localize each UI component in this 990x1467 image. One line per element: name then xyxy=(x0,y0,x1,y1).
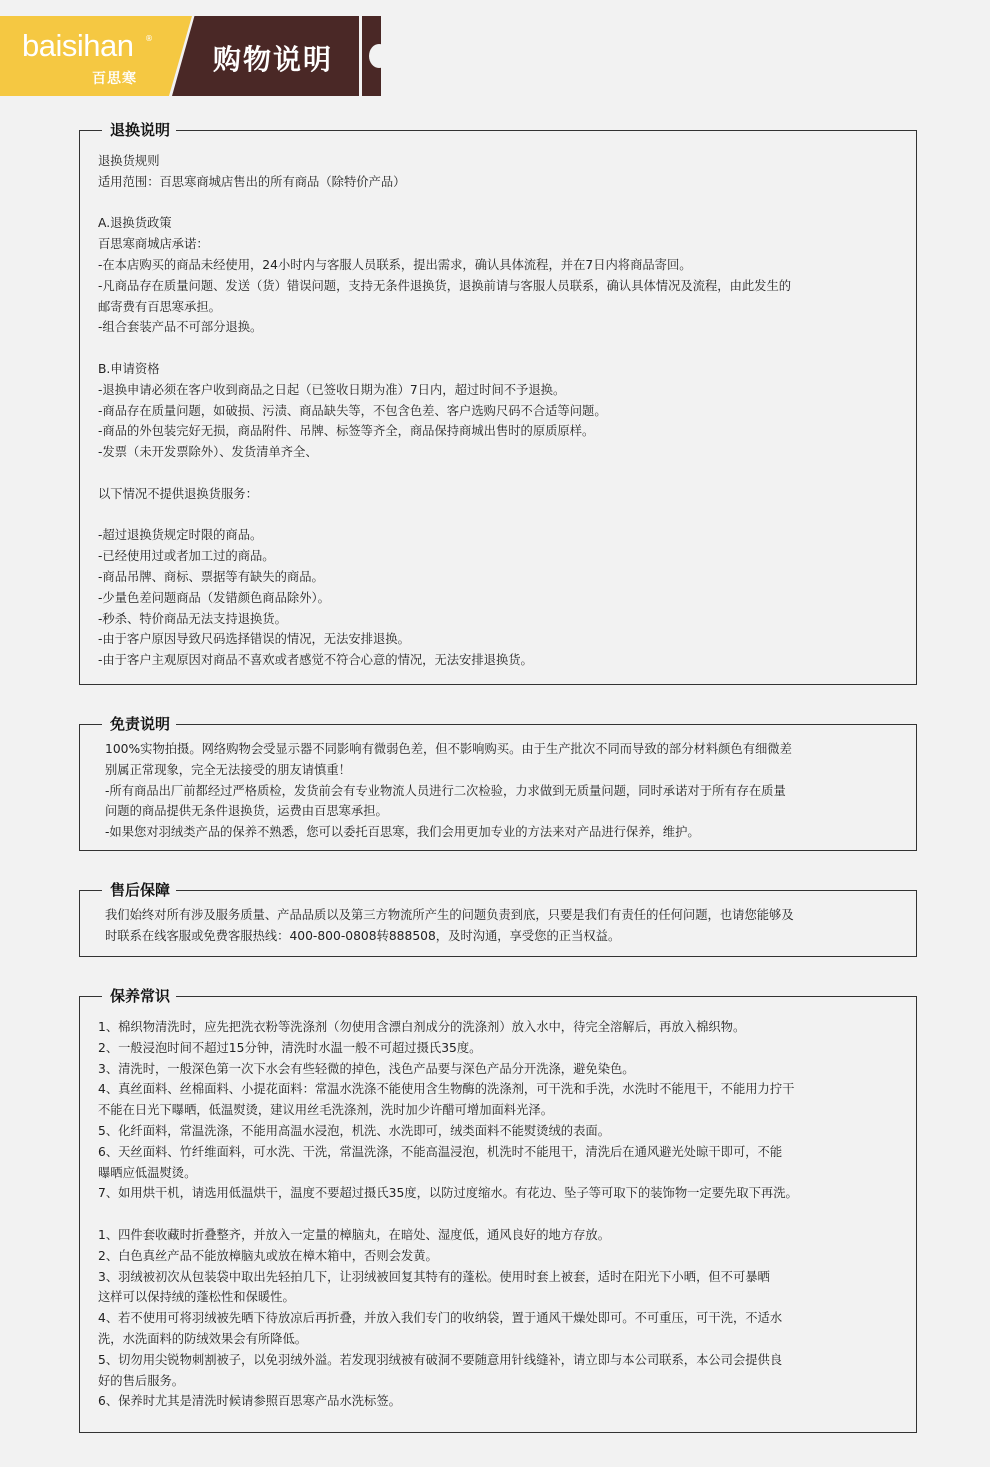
page-header xyxy=(0,16,382,96)
text-line: 1、四件套收藏时折叠整齐，并放入一定量的樟脑丸，在暗处、湿度低，通风良好的地方存放。 xyxy=(98,1227,610,1242)
text-line: 100%实物拍摄。网络购物会受显示器不同影响有微弱色差，但不影响购买。由于生产批次不同而导致的部分材料颜色有细微差 xyxy=(105,742,792,756)
text-line: 4、若不使用可将羽绒被先晒下待放凉后再折叠，并放入我们专门的收纳袋，置于通风干燥处即可。不可重压，可干洗，不适水 xyxy=(98,1311,783,1326)
title-tab-decoration xyxy=(362,16,381,96)
disclaimer-body xyxy=(105,739,792,843)
text-line xyxy=(98,193,791,214)
returns-section xyxy=(79,121,917,685)
text-line: 适用范围：百思寒商城店售出的所有商品（除特价产品） xyxy=(98,174,406,189)
text-line: 7、如用烘干机，请选用低温烘干，温度不要超过摄氏35度，以防过度缩水。有花边、坠子等可取下的装饰物一定要先取下再洗。 xyxy=(98,1186,798,1201)
text-line: 5、化纤面料，常温洗涤，不能用高温水浸泡，机洗、水洗即可，绒类面料不能熨烫绒的表面。 xyxy=(98,1123,610,1138)
text-line: 退换货规则 xyxy=(98,154,160,168)
aftersales-section xyxy=(79,881,917,957)
section-title: 退换说明 xyxy=(102,120,176,140)
text-line: 这样可以保持绒的蓬松性和保暖性。 xyxy=(98,1290,295,1305)
section-title: 免责说明 xyxy=(102,714,176,734)
text-line: 3、羽绒被初次从包装袋中取出先轻拍几下，让羽绒被回复其特有的蓬松。使用时套上被套，适时在阳光下小晒，但不可暴晒 xyxy=(98,1269,770,1284)
text-line: -由于客户原因导致尺码选择错误的情况，无法安排退换。 xyxy=(98,632,410,647)
text-line xyxy=(98,463,791,484)
text-line: 不能在日光下曝晒，低温熨烫，建议用丝毛洗涤剂，洗时加少许醋可增加面料光泽。 xyxy=(98,1103,553,1118)
text-line: -在本店购买的商品未经使用，24小时内与客服人员联系，提出需求，确认具体流程，并在7日内将商品寄回。 xyxy=(98,257,692,272)
text-line: -商品存在质量问题，如破损、污渍、商品缺失等，不包含色差、客户选购尺码不合适等问题。 xyxy=(98,403,607,418)
page-title: 购物说明 xyxy=(213,43,334,76)
text-line: 邮寄费有百思寒承担。 xyxy=(98,299,221,314)
text-line: -商品的外包装完好无损，商品附件、吊牌、标签等齐全，商品保持商城出售时的原质原样。 xyxy=(98,424,595,439)
brand-name-cn: 百思寒 xyxy=(92,71,137,87)
section-title: 售后保障 xyxy=(102,880,176,900)
text-line xyxy=(98,338,791,359)
text-line: -退换申请必须在客户收到商品之日起（已签收日期为准）7日内，超过时间不予退换。 xyxy=(98,382,566,397)
text-line: -秒杀、特价商品无法支持退换货。 xyxy=(98,611,287,626)
text-line: 6、天丝面料、竹纤维面料，可水洗、干洗，常温洗涤，不能高温浸泡，机洗时不能甩干，清洗后在通风避光处晾干即可，不能 xyxy=(98,1144,783,1159)
text-line: 2、一般浸泡时间不超过15分钟，清洗时水温一般不可超过摄氏35度。 xyxy=(98,1040,482,1055)
text-line: -已经使用过或者加工过的商品。 xyxy=(98,549,275,564)
text-line: -由于客户主观原因对商品不喜欢或者感觉不符合心意的情况，无法安排退换货。 xyxy=(98,653,533,668)
text-line: -如果您对羽绒类产品的保养不熟悉，您可以委托百思寒，我们会用更加专业的方法来对产品进行保养，维护。 xyxy=(105,825,700,840)
registered-mark: ® xyxy=(145,34,153,43)
text-line: 以下情况不提供退换货服务： xyxy=(98,486,258,501)
text-line: 别属正常现象，完全无法接受的朋友请慎重！ xyxy=(105,762,351,777)
text-line: A.退换货政策 xyxy=(98,216,172,231)
text-line: 百思寒商城店承诺： xyxy=(98,237,209,252)
text-line: 我们始终对所有涉及服务质量、产品品质以及第三方物流所产生的问题负责到底，只要是我们有责任的任何问题，也请您能够及 xyxy=(105,908,794,922)
text-line xyxy=(98,505,791,526)
disclaimer-section xyxy=(79,715,917,851)
text-line: 5、切勿用尖锐物刺割被子，以免羽绒外溢。若发现羽绒被有破洞不要随意用针线缝补，请立即与本公司联系，本公司会提供良 xyxy=(98,1352,783,1367)
text-line: -商品吊牌、商标、票据等有缺失的商品。 xyxy=(98,569,324,584)
text-line: 曝晒应低温熨烫。 xyxy=(98,1165,197,1180)
text-line: 2、白色真丝产品不能放樟脑丸或放在樟木箱中，否则会发黄。 xyxy=(98,1248,438,1263)
care-section xyxy=(79,987,917,1433)
text-line: 问题的商品提供无条件退换货，运费由百思寒承担。 xyxy=(105,804,388,819)
text-line: B.申请资格 xyxy=(98,361,160,376)
care-body xyxy=(98,1017,798,1412)
text-line: -凡商品存在质量问题、发送（货）错误问题，支持无条件退换货，退换前请与客服人员联系，确认具体情况及流程，由此发生的 xyxy=(98,278,792,293)
brand-logo: baisihan xyxy=(22,28,134,63)
returns-body xyxy=(98,151,791,671)
text-line xyxy=(98,1204,798,1225)
section-title: 保养常识 xyxy=(102,986,176,1006)
text-line: 时联系在线客服或免费客服热线：400-800-0808转888508，及时沟通，享受您的正当权益。 xyxy=(105,928,621,943)
text-line: 好的售后服务。 xyxy=(98,1373,185,1388)
text-line: 4、真丝面料、丝棉面料、小提花面料：常温水洗涤不能使用含生物酶的洗涤剂，可干洗和手洗，水洗时不能甩干，不能用力拧干 xyxy=(98,1082,795,1097)
text-line: -所有商品出厂前都经过严格质检，发货前会有专业物流人员进行二次检验，力求做到无质量问题，同时承诺对于所有存在质量 xyxy=(105,783,786,798)
text-line: 6、保养时尤其是清洗时候请参照百思寒产品水洗标签。 xyxy=(98,1394,401,1409)
aftersales-body xyxy=(105,905,794,947)
text-line: 3、清洗时，一般深色第一次下水会有些轻微的掉色，浅色产品要与深色产品分开洗涤，避免染色。 xyxy=(98,1061,635,1076)
text-line: 洗，水洗面料的防绒效果会有所降低。 xyxy=(98,1331,308,1346)
text-line: -发票（未开发票除外）、发货清单齐全、 xyxy=(98,445,318,460)
text-line: -组合套装产品不可部分退换。 xyxy=(98,320,263,335)
text-line: 1、棉织物清洗时，应先把洗衣粉等洗涤剂（勿使用含漂白剂成分的洗涤剂）放入水中，待完全溶解后，再放入棉织物。 xyxy=(98,1020,746,1034)
text-line: -少量色差问题商品（发错颜色商品除外）。 xyxy=(98,590,330,605)
text-line: -超过退换货规定时限的商品。 xyxy=(98,528,263,543)
